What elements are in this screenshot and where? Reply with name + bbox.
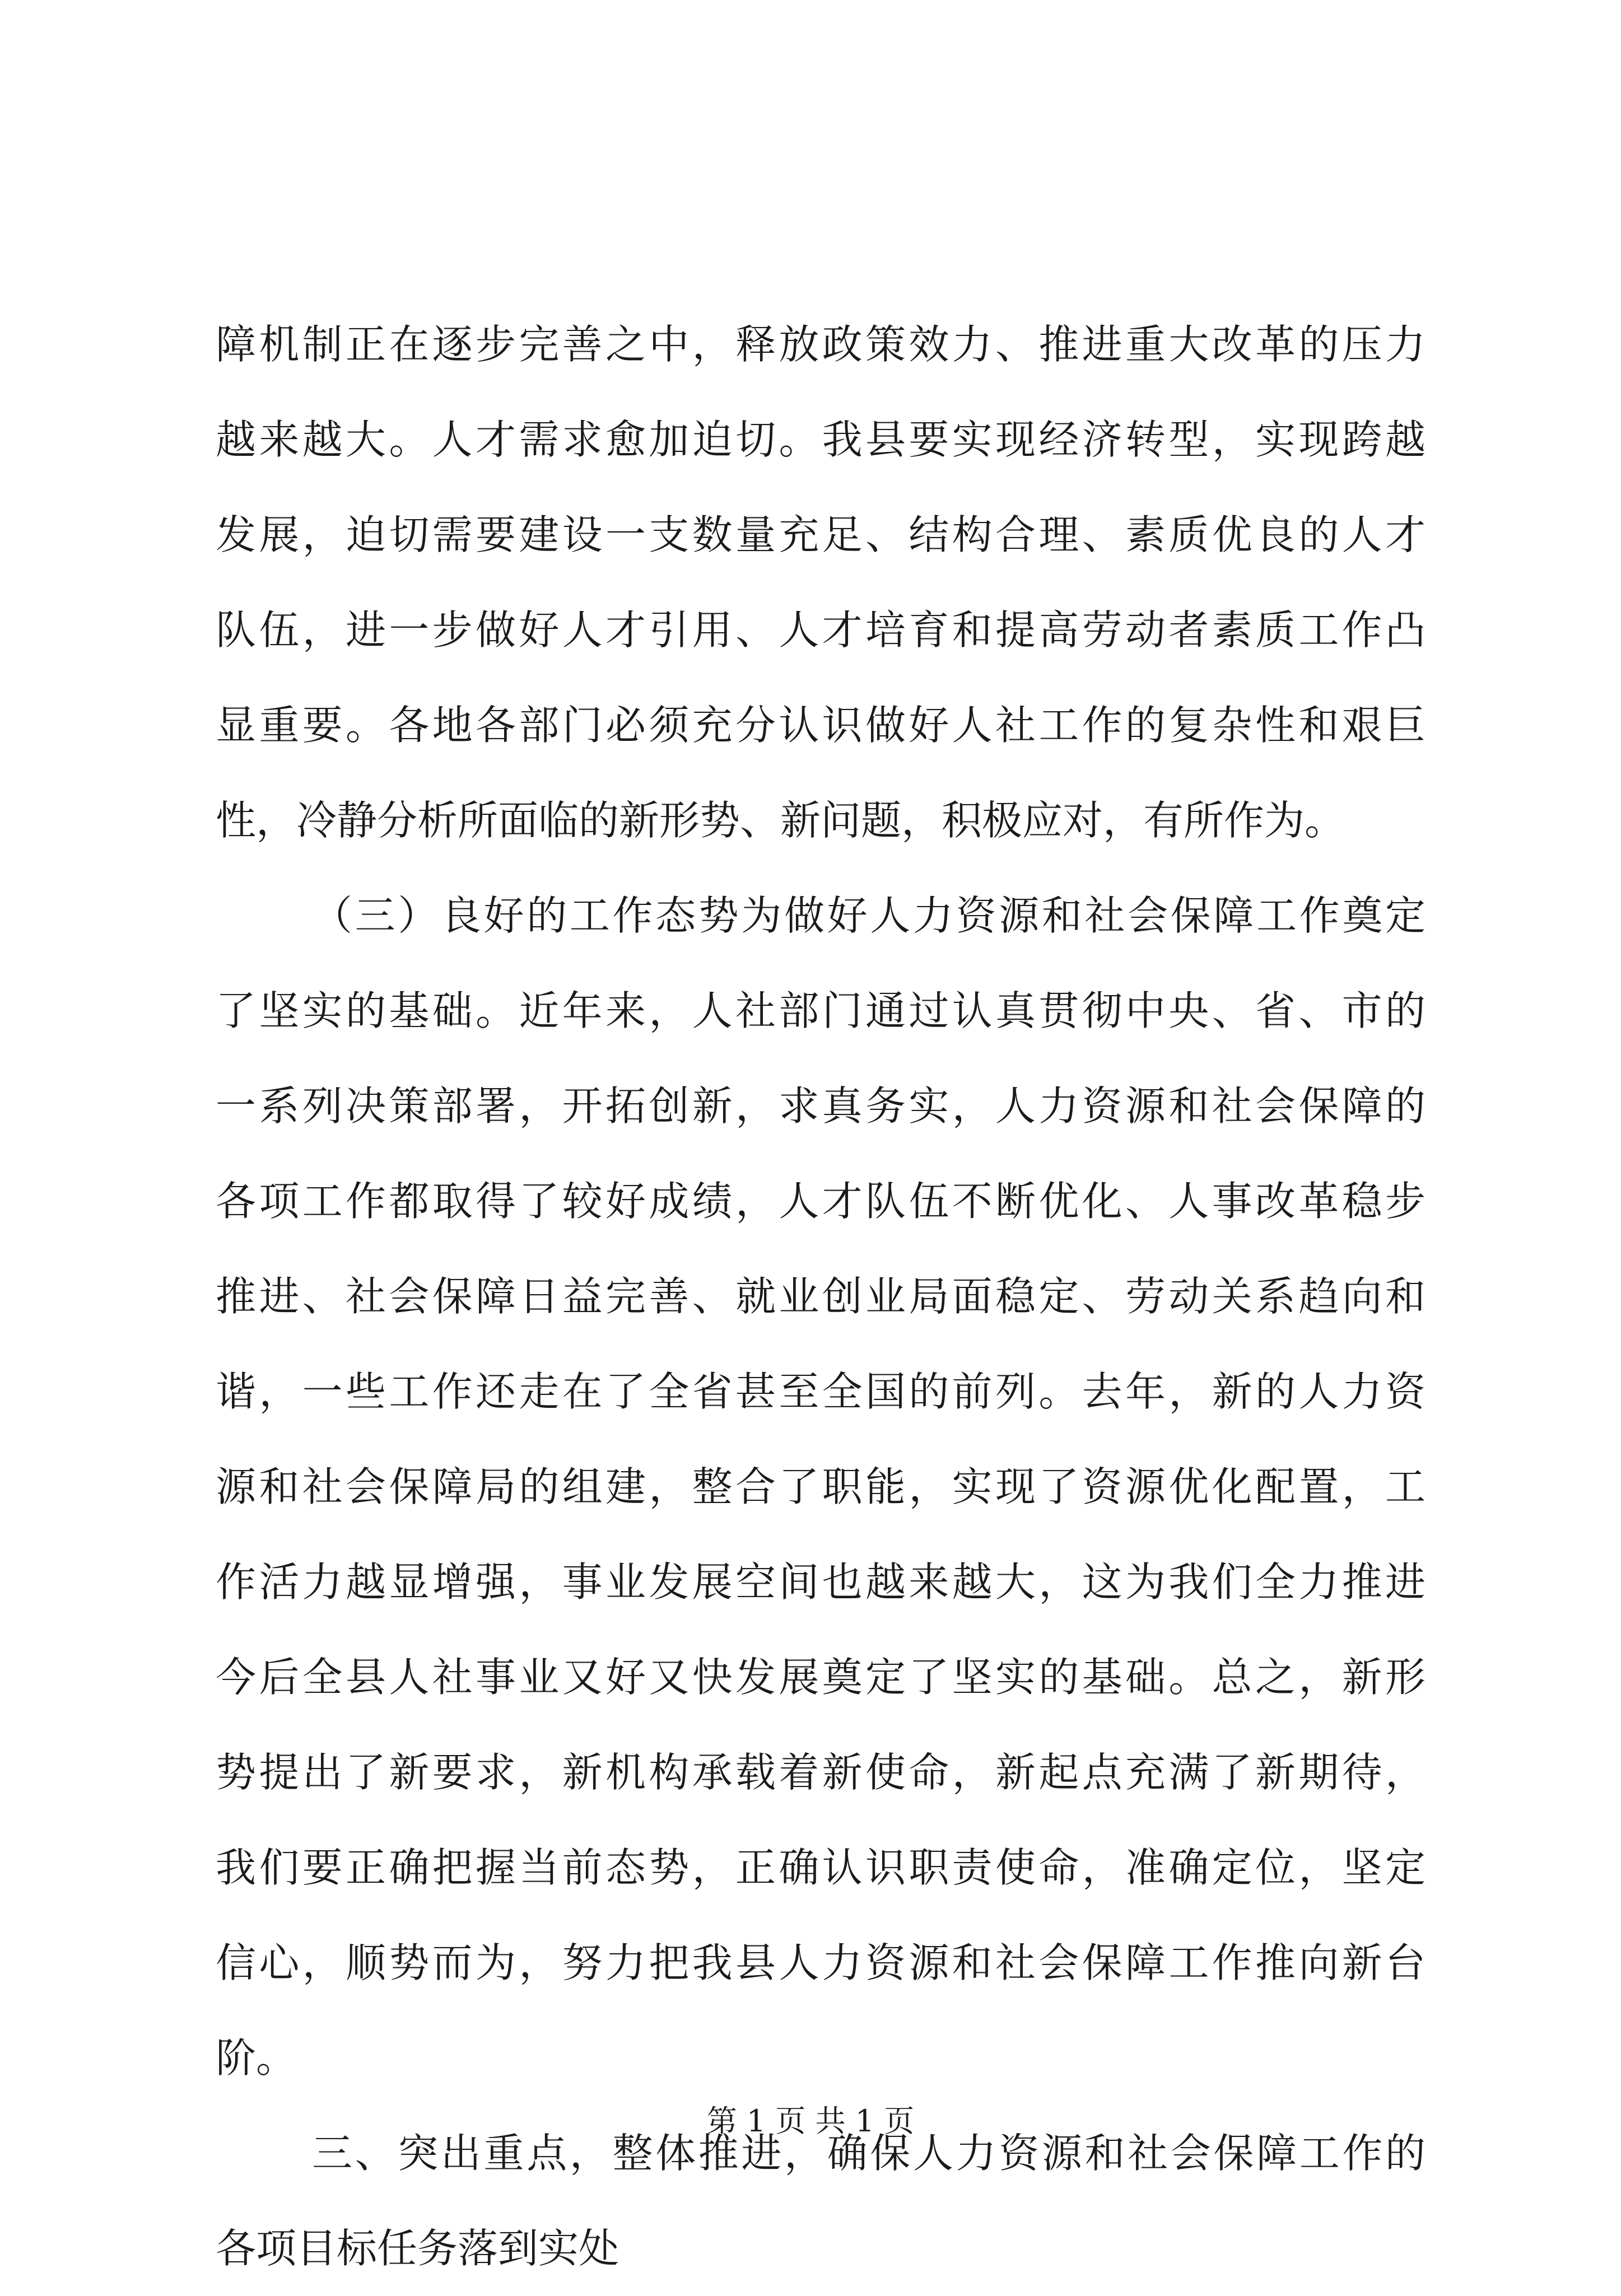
text-line: 发展，迫切需要建设一支数量充足、结构合理、素质优良的人才 <box>216 511 1426 558</box>
page-footer: 第 1 页 共 1 页 <box>706 2103 915 2139</box>
text-line: 源和社会保障局的组建，整合了职能，实现了资源优化配置，工 <box>216 1463 1426 1510</box>
text-line: 队伍，进一步做好人才引用、人才培育和提高劳动者素质工作凸 <box>216 606 1426 654</box>
text-line: 势提出了新要求，新机构承载着新使命，新起点充满了新期待， <box>216 1749 1426 1796</box>
text-line: 阶。 <box>216 2034 297 2082</box>
text-line: 性，冷静分析所面临的新形势、新问题，积极应对，有所作为。 <box>216 797 1345 844</box>
text-line: 显重要。各地各部门必须充分认识做好人社工作的复杂性和艰巨 <box>216 702 1426 749</box>
text-line: 今后全县人社事业又好又快发展奠定了坚实的基础。总之，新形 <box>216 1654 1426 1701</box>
text-line: 我们要正确把握当前态势，正确认识职责使命，准确定位，坚定 <box>216 1844 1426 1891</box>
text-line: 谐，一些工作还走在了全省甚至全国的前列。去年，新的人力资 <box>216 1368 1426 1415</box>
text-line: 信心，顺势而为，努力把我县人力资源和社会保障工作推向新台 <box>216 1939 1426 1986</box>
text-line: 一系列决策部署，开拓创新，求真务实，人力资源和社会保障的 <box>216 1082 1426 1130</box>
paragraph-1 <box>216 297 1426 868</box>
text-line: 推进、社会保障日益完善、就业创业局面稳定、劳动关系趋向和 <box>216 1273 1426 1320</box>
text-line: 了坚实的基础。近年来，人社部门通过认真贯彻中央、省、市的 <box>216 987 1426 1034</box>
paragraph-2 <box>216 868 1426 2106</box>
heading-line: 各项目标任务落到实处 <box>216 2225 619 2272</box>
heading-line: 三、突出重点，整体推进，确保人力资源和社会保障工作的 <box>312 2130 1426 2177</box>
text-line: 障机制正在逐步完善之中，释放政策效力、推进重大改革的压力 <box>216 321 1426 368</box>
document-body <box>216 297 1426 2296</box>
text-line: 越来越大。人才需求愈加迫切。我县要实现经济转型，实现跨越 <box>216 416 1426 463</box>
text-line: 作活力越显增强，事业发展空间也越来越大，这为我们全力推进 <box>216 1558 1426 1606</box>
text-line: （三）良好的工作态势为做好人力资源和社会保障工作奠定 <box>312 892 1426 939</box>
text-line: 各项工作都取得了较好成绩，人才队伍不断优化、人事改革稳步 <box>216 1178 1426 1225</box>
